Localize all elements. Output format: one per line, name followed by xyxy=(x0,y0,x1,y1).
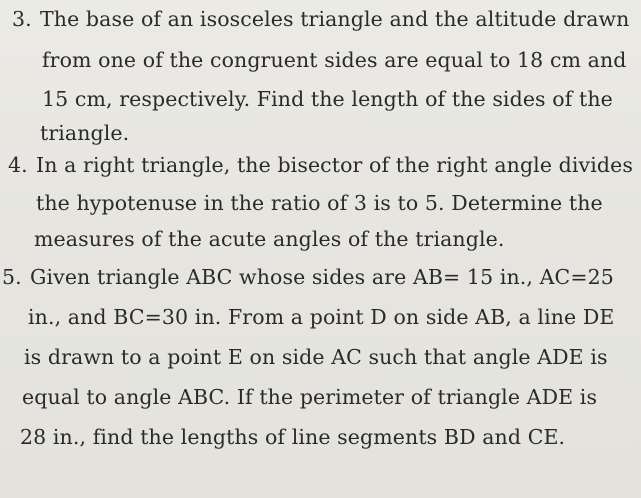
problem-3-first-line xyxy=(12,6,629,32)
problem-5-text-line-5: 28 in., find the lengths of line segments BD and CE. xyxy=(20,425,566,449)
problem-3-text-line-1: The base of an isosceles triangle and the altitude drawn xyxy=(40,7,630,31)
problem-3-number: 3. xyxy=(12,7,32,31)
problem-4-text-line-3: measures of the acute angles of the triangle. xyxy=(34,227,505,251)
problem-5-text-line-1: Given triangle ABC whose sides are AB= 15 in., AC=25 xyxy=(30,265,614,289)
problem-3-text-line-2: from one of the congruent sides are equal to 18 cm and xyxy=(42,48,627,72)
problem-5-number: 5. xyxy=(2,265,22,289)
problem-3-text-line-3: 15 cm, respectively. Find the length of the sides of the xyxy=(42,87,613,111)
problem-4-text-line-2: the hypotenuse in the ratio of 3 is to 5. Determine the xyxy=(36,191,603,215)
problem-5-first-line xyxy=(2,264,614,290)
problem-5-text-line-4: equal to angle ABC. If the perimeter of triangle ADE is xyxy=(22,385,598,409)
problem-3-text-line-4: triangle. xyxy=(40,121,130,145)
problem-4-number: 4. xyxy=(8,153,28,177)
problem-4-first-line xyxy=(8,152,633,178)
problem-5-text-line-2: in., and BC=30 in. From a point D on side AB, a line DE xyxy=(28,305,615,329)
problem-4-text-line-1: In a right triangle, the bisector of the right angle divides xyxy=(36,153,633,177)
problem-5-text-line-3: is drawn to a point E on side AC such that angle ADE is xyxy=(24,345,608,369)
